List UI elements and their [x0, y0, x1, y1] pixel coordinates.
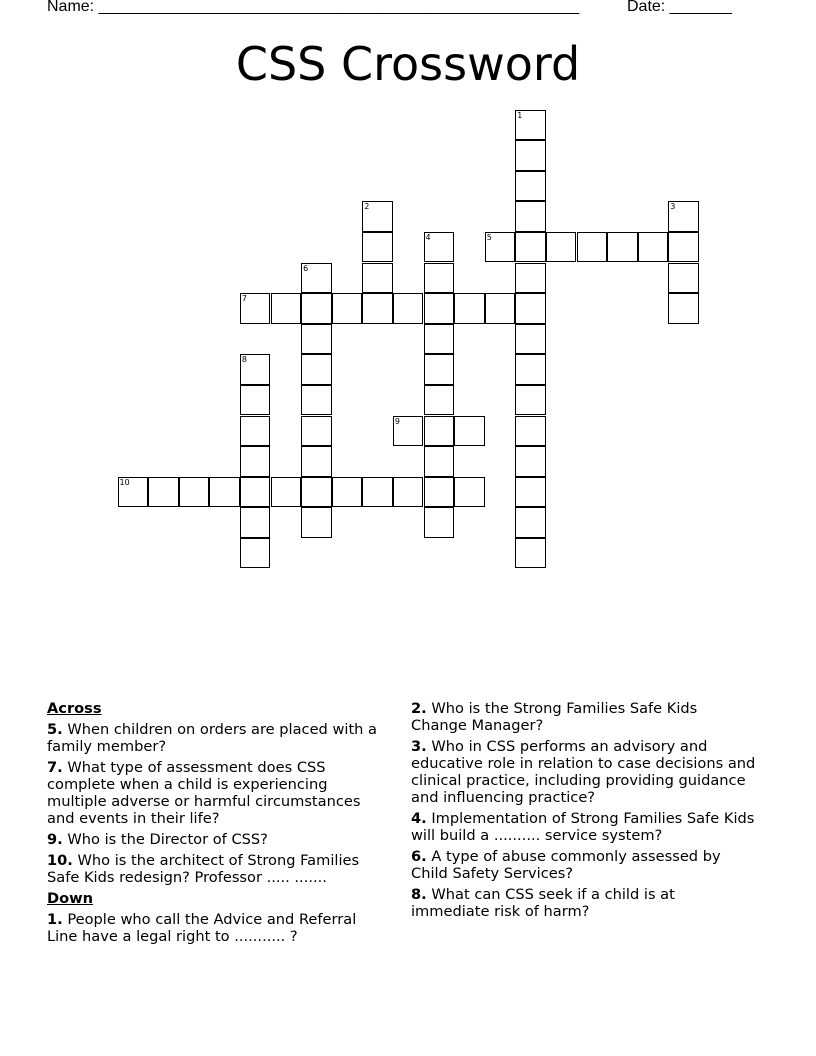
grid-cell[interactable] [668, 232, 699, 263]
grid-cell[interactable] [301, 324, 332, 355]
grid-cell[interactable] [240, 416, 271, 447]
grid-cell[interactable] [301, 293, 332, 324]
clue-text: People who call the Advice and Referral Line have a legal right to ........... ? [47, 911, 357, 945]
clue-text: What type of assessment does CSS complete when a child is experiencing multiple adverse or harmful circumstances and events in their life? [47, 759, 361, 827]
grid-cell[interactable] [454, 416, 485, 447]
grid-cell[interactable] [240, 538, 271, 569]
cell-number: 3 [670, 202, 676, 212]
clue-number: 1. [47, 911, 63, 928]
grid-cell[interactable] [393, 477, 424, 508]
clue-down-8 [411, 886, 756, 920]
grid-cell[interactable] [515, 507, 546, 538]
grid-cell[interactable] [148, 477, 179, 508]
clue-number: 10. [47, 852, 73, 869]
grid-cell[interactable] [362, 201, 393, 232]
grid-cell[interactable] [515, 110, 546, 141]
clue-text: Who is the architect of Strong Families Safe Kids redesign? Professor ..... ....... [47, 852, 360, 886]
grid-cell[interactable] [240, 507, 271, 538]
grid-cell[interactable] [454, 477, 485, 508]
grid-cell[interactable] [301, 385, 332, 416]
grid-cell[interactable] [515, 416, 546, 447]
clues-right-column [411, 700, 756, 924]
clue-text: Who is the Strong Families Safe Kids Change Manager? [411, 700, 698, 734]
cell-number: 1 [517, 110, 523, 120]
grid-cell[interactable] [362, 232, 393, 263]
grid-cell[interactable] [362, 293, 393, 324]
clue-down-2 [411, 700, 756, 734]
clue-down-3 [411, 738, 756, 806]
grid-cell[interactable] [240, 385, 271, 416]
clue-number: 2. [411, 700, 427, 717]
grid-cell[interactable] [393, 293, 424, 324]
clue-text: Who is the Director of CSS? [67, 831, 268, 848]
clue-number: 8. [411, 886, 427, 903]
grid-cell[interactable] [424, 354, 455, 385]
grid-cell[interactable] [424, 507, 455, 538]
grid-cell[interactable] [362, 477, 393, 508]
grid-cell[interactable] [393, 416, 424, 447]
clue-across-5 [47, 721, 387, 755]
date-field-label: Date: _______ [627, 0, 732, 15]
grid-cell[interactable] [424, 477, 455, 508]
grid-cell[interactable] [424, 324, 455, 355]
cell-number: 7 [241, 294, 247, 304]
grid-cell[interactable] [240, 477, 271, 508]
grid-cell[interactable] [515, 140, 546, 171]
grid-cell[interactable] [209, 477, 240, 508]
grid-cell[interactable] [546, 232, 577, 263]
grid-cell[interactable] [332, 293, 363, 324]
clue-number: 9. [47, 831, 63, 848]
clues-left-column [47, 700, 387, 949]
cell-number: 10 [119, 477, 130, 487]
name-field-label: Name: ______________________________________________________ [47, 0, 580, 15]
grid-cell[interactable] [301, 263, 332, 294]
grid-cell[interactable] [424, 293, 455, 324]
grid-cell[interactable] [668, 201, 699, 232]
cell-number: 4 [425, 232, 431, 242]
grid-cell[interactable] [424, 263, 455, 294]
grid-cell[interactable] [485, 293, 516, 324]
grid-cell[interactable] [515, 477, 546, 508]
grid-cell[interactable] [332, 477, 363, 508]
grid-cell[interactable] [668, 293, 699, 324]
clue-text: Who in CSS performs an advisory and educative role in relation to case decisions and clinical practice, including providing guidance and influencing practice? [411, 738, 756, 806]
grid-cell[interactable] [515, 446, 546, 477]
grid-cell[interactable] [515, 171, 546, 202]
grid-cell[interactable] [271, 477, 302, 508]
grid-cell[interactable] [424, 416, 455, 447]
grid-cell[interactable] [515, 538, 546, 569]
grid-cell[interactable] [515, 324, 546, 355]
clue-across-7 [47, 759, 387, 827]
grid-cell[interactable] [424, 232, 455, 263]
clue-number: 3. [411, 738, 427, 755]
grid-cell[interactable] [424, 446, 455, 477]
cell-number: 6 [303, 263, 309, 273]
clue-text: A type of abuse commonly assessed by Child Safety Services? [411, 848, 721, 882]
grid-cell[interactable] [454, 293, 485, 324]
grid-cell[interactable] [240, 446, 271, 477]
grid-cell[interactable] [301, 446, 332, 477]
cell-number: 9 [394, 416, 400, 426]
clue-down-6 [411, 848, 756, 882]
cell-number: 5 [486, 232, 492, 242]
grid-cell[interactable] [577, 232, 608, 263]
clue-number: 6. [411, 848, 427, 865]
cell-number: 8 [241, 355, 247, 365]
clue-text: When children on orders are placed with a family member? [47, 721, 378, 755]
page-title: CSS Crossword [235, 37, 581, 91]
grid-cell[interactable] [668, 263, 699, 294]
clue-text: What can CSS seek if a child is at immediate risk of harm? [411, 886, 675, 920]
grid-cell[interactable] [362, 263, 393, 294]
grid-cell[interactable] [515, 293, 546, 324]
clue-across-9 [47, 831, 387, 848]
grid-cell[interactable] [118, 477, 149, 508]
grid-cell[interactable] [301, 416, 332, 447]
grid-cell[interactable] [271, 293, 302, 324]
clue-text: Implementation of Strong Families Safe Kids will build a .......... service system? [411, 810, 755, 844]
grid-cell[interactable] [515, 263, 546, 294]
grid-cell[interactable] [607, 232, 638, 263]
clue-down-1 [47, 911, 387, 945]
grid-cell[interactable] [179, 477, 210, 508]
grid-cell[interactable] [301, 477, 332, 508]
grid-cell[interactable] [424, 385, 455, 416]
grid-cell[interactable] [515, 232, 546, 263]
clue-number: 4. [411, 810, 427, 827]
grid-cell[interactable] [515, 385, 546, 416]
across-heading: Across [47, 700, 102, 717]
grid-cell[interactable] [485, 232, 516, 263]
clue-down-4 [411, 810, 756, 844]
grid-cell[interactable] [301, 354, 332, 385]
clue-across-10 [47, 852, 387, 886]
grid-cell[interactable] [240, 293, 271, 324]
grid-cell[interactable] [515, 201, 546, 232]
grid-cell[interactable] [638, 232, 669, 263]
clue-number: 5. [47, 721, 63, 738]
grid-cell[interactable] [301, 507, 332, 538]
grid-cell[interactable] [515, 354, 546, 385]
grid-cell[interactable] [240, 354, 271, 385]
clue-number: 7. [47, 759, 63, 776]
down-heading: Down [47, 890, 94, 907]
cell-number: 2 [364, 202, 370, 212]
